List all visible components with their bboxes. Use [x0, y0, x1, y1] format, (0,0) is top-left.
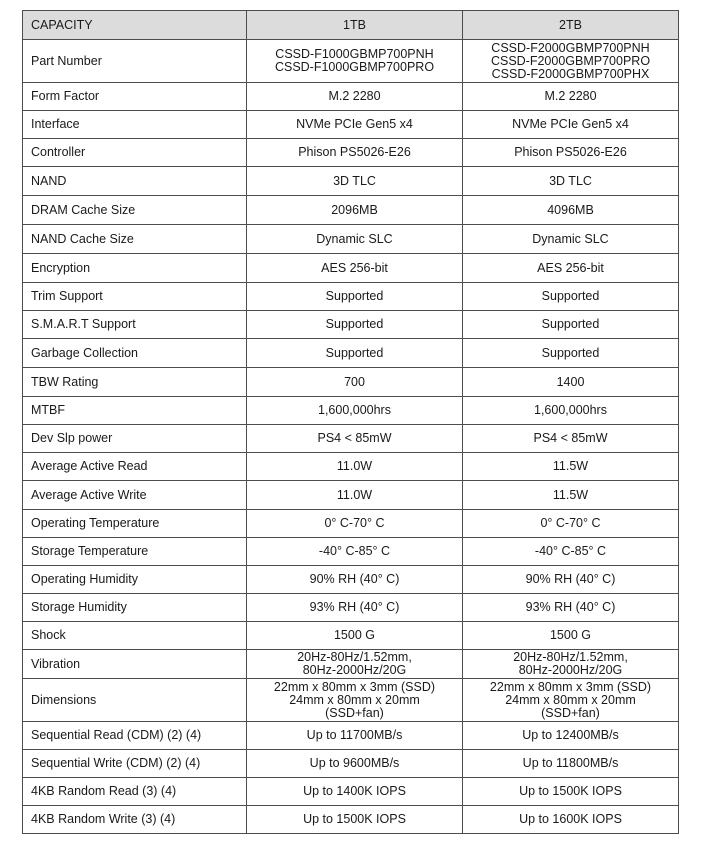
spec-value-line: CSSD-F1000GBMP700PNH: [275, 47, 434, 61]
spec-value-2tb: [463, 806, 679, 834]
spec-value-line: CSSD-F2000GBMP700PHX: [491, 66, 650, 81]
spec-value-line: Up to 1500K IOPS: [519, 784, 622, 798]
spec-value-line: CSSD-F1000GBMP700PRO: [274, 60, 435, 74]
spec-label: Form Factor: [23, 83, 247, 111]
spec-value-line: Supported: [325, 317, 384, 331]
spec-label: Storage Temperature: [23, 538, 247, 566]
spec-value-1tb: [247, 778, 463, 806]
table-row: [23, 510, 679, 538]
table-row: [23, 722, 679, 750]
spec-value-line: Phison PS5026-E26: [298, 145, 411, 159]
spec-value-1tb: [247, 594, 463, 622]
spec-label: Sequential Read (CDM) (2) (4): [23, 722, 247, 750]
table-row: [23, 566, 679, 594]
spec-label: NAND: [23, 167, 247, 196]
spec-value-2tb: [463, 722, 679, 750]
spec-value-1tb: [247, 425, 463, 453]
spec-value-1tb: [247, 339, 463, 368]
header-row: [23, 11, 679, 40]
spec-value-line: (SSD+fan): [541, 705, 600, 720]
table-row: [23, 339, 679, 368]
spec-value-line: NVMe PCIe Gen5 x4: [296, 117, 413, 131]
spec-value-2tb: [463, 111, 679, 139]
table-row: [23, 453, 679, 481]
table-row: [23, 111, 679, 139]
spec-label: Operating Humidity: [23, 566, 247, 594]
spec-value-line: 700: [344, 374, 365, 389]
spec-value-2tb: [463, 622, 679, 650]
spec-value-1tb: [247, 225, 463, 254]
spec-value-1tb: [247, 311, 463, 339]
table-row: [23, 679, 679, 722]
spec-value-1tb: [247, 111, 463, 139]
spec-label: S.M.A.R.T Support: [23, 311, 247, 339]
spec-label: Average Active Write: [23, 481, 247, 510]
spec-value-2tb: [463, 139, 679, 167]
table-row: [23, 650, 679, 679]
spec-value-1tb: [247, 139, 463, 167]
spec-value-line: Supported: [541, 317, 600, 331]
spec-value-2tb: [463, 196, 679, 225]
spec-value-line: 4096MB: [547, 202, 594, 217]
spec-value-line: PS4 < 85mW: [533, 431, 608, 445]
spec-value-line: 1500 G: [333, 628, 375, 642]
spec-value-2tb: [463, 339, 679, 368]
table-row: [23, 139, 679, 167]
spec-value-1tb: [247, 397, 463, 425]
table-row: [23, 778, 679, 806]
spec-label: TBW Rating: [23, 368, 247, 397]
spec-table: [22, 10, 679, 834]
table-row: [23, 254, 679, 283]
table-row: [23, 538, 679, 566]
spec-label: Average Active Read: [23, 453, 247, 481]
spec-value-line: 80Hz-2000Hz/20G: [518, 663, 623, 677]
spec-value-line: NVMe PCIe Gen5 x4: [512, 117, 629, 131]
spec-value-2tb: [463, 778, 679, 806]
spec-value-line: 90% RH (40° C): [525, 572, 616, 586]
spec-value-1tb: [247, 806, 463, 834]
spec-value-1tb: [247, 453, 463, 481]
spec-value-line: CSSD-F2000GBMP700PNH: [491, 40, 650, 55]
spec-value-line: 90% RH (40° C): [309, 572, 400, 586]
spec-value-1tb: [247, 538, 463, 566]
spec-value-2tb: [463, 538, 679, 566]
spec-body: [23, 40, 679, 834]
spec-value-line: -40° C-85° C: [534, 544, 607, 558]
spec-value-2tb: [463, 425, 679, 453]
spec-value-line: 20Hz-80Hz/1.52mm,: [297, 650, 412, 664]
spec-value-line: 11.5W: [552, 487, 589, 502]
spec-value-line: Up to 1400K IOPS: [303, 784, 406, 798]
spec-value-1tb: [247, 283, 463, 311]
table-row: [23, 368, 679, 397]
spec-value-line: 0° C-70° C: [324, 516, 385, 530]
spec-value-line: Supported: [541, 345, 600, 360]
spec-value-line: -40° C-85° C: [318, 544, 391, 558]
header-capacity: CAPACITY: [23, 11, 247, 40]
table-row: [23, 196, 679, 225]
table-row: [23, 83, 679, 111]
spec-value-line: CSSD-F2000GBMP700PRO: [490, 53, 651, 68]
spec-value-1tb: [247, 481, 463, 510]
table-row: [23, 425, 679, 453]
spec-label: Sequential Write (CDM) (2) (4): [23, 750, 247, 778]
spec-label: MTBF: [23, 397, 247, 425]
table-row: [23, 397, 679, 425]
spec-value-1tb: [247, 622, 463, 650]
spec-value-line: Up to 1500K IOPS: [303, 812, 406, 826]
spec-value-2tb: [463, 650, 679, 679]
spec-value-1tb: [247, 83, 463, 111]
spec-value-line: 1,600,000hrs: [318, 403, 391, 417]
spec-value-line: Up to 11800MB/s: [522, 756, 619, 770]
spec-value-line: 22mm x 80mm x 3mm (SSD): [489, 679, 652, 694]
spec-value-line: 24mm x 80mm x 20mm: [505, 692, 636, 707]
spec-value-line: PS4 < 85mW: [317, 431, 392, 445]
spec-value-line: 1,600,000hrs: [534, 403, 607, 417]
spec-value-line: (SSD+fan): [325, 705, 384, 720]
spec-value-line: Up to 12400MB/s: [522, 728, 619, 742]
spec-value-line: 1400: [556, 374, 585, 389]
spec-value-2tb: [463, 40, 679, 83]
spec-label: Garbage Collection: [23, 339, 247, 368]
spec-value-1tb: [247, 167, 463, 196]
spec-value-line: 2096MB: [331, 202, 378, 217]
spec-value-line: 24mm x 80mm x 20mm: [289, 692, 420, 707]
spec-value-line: Up to 1600K IOPS: [519, 812, 622, 826]
spec-value-2tb: [463, 510, 679, 538]
spec-label: Dimensions: [23, 679, 247, 722]
spec-value-2tb: [463, 83, 679, 111]
spec-value-line: Supported: [325, 289, 384, 303]
table-row: [23, 225, 679, 254]
spec-value-1tb: [247, 254, 463, 283]
spec-value-line: Supported: [325, 345, 384, 360]
spec-value-line: 0° C-70° C: [540, 516, 601, 530]
table-row: [23, 622, 679, 650]
spec-label: 4KB Random Read (3) (4): [23, 778, 247, 806]
spec-label: Storage Humidity: [23, 594, 247, 622]
spec-value-line: Phison PS5026-E26: [514, 145, 627, 159]
spec-value-2tb: [463, 254, 679, 283]
spec-value-line: Dynamic SLC: [316, 231, 393, 246]
spec-value-line: 3D TLC: [333, 173, 376, 188]
table-row: [23, 40, 679, 83]
table-row: [23, 750, 679, 778]
table-row: [23, 311, 679, 339]
spec-label: Controller: [23, 139, 247, 167]
spec-value-line: 22mm x 80mm x 3mm (SSD): [273, 679, 436, 694]
spec-label: Interface: [23, 111, 247, 139]
spec-value-1tb: [247, 650, 463, 679]
spec-value-2tb: [463, 368, 679, 397]
spec-value-1tb: [247, 40, 463, 83]
spec-value-1tb: [247, 196, 463, 225]
spec-value-line: M.2 2280: [328, 89, 381, 103]
spec-value-2tb: [463, 566, 679, 594]
spec-value-line: AES 256-bit: [537, 260, 604, 275]
spec-value-line: 11.0W: [336, 459, 373, 473]
table-row: [23, 167, 679, 196]
spec-value-2tb: [463, 167, 679, 196]
spec-value-line: Supported: [541, 289, 600, 303]
spec-value-line: 3D TLC: [549, 173, 592, 188]
spec-label: Vibration: [23, 650, 247, 679]
spec-value-2tb: [463, 453, 679, 481]
spec-value-2tb: [463, 225, 679, 254]
header-1tb: 1TB: [247, 11, 463, 40]
spec-value-1tb: [247, 679, 463, 722]
spec-value-line: AES 256-bit: [321, 260, 388, 275]
spec-value-line: 93% RH (40° C): [309, 600, 400, 614]
spec-label: 4KB Random Write (3) (4): [23, 806, 247, 834]
spec-value-2tb: [463, 397, 679, 425]
spec-label: Dev Slp power: [23, 425, 247, 453]
spec-value-2tb: [463, 594, 679, 622]
spec-label: Encryption: [23, 254, 247, 283]
spec-value-1tb: [247, 722, 463, 750]
spec-value-1tb: [247, 510, 463, 538]
spec-label: Part Number: [23, 40, 247, 83]
spec-value-2tb: [463, 311, 679, 339]
spec-value-line: 1500 G: [549, 628, 591, 642]
spec-value-2tb: [463, 283, 679, 311]
spec-label: Operating Temperature: [23, 510, 247, 538]
spec-value-line: 20Hz-80Hz/1.52mm,: [513, 650, 628, 664]
spec-value-1tb: [247, 566, 463, 594]
spec-label: Shock: [23, 622, 247, 650]
table-row: [23, 481, 679, 510]
spec-value-2tb: [463, 481, 679, 510]
spec-value-line: Dynamic SLC: [532, 231, 609, 246]
spec-value-line: 11.5W: [552, 459, 589, 473]
spec-value-line: 11.0W: [336, 487, 373, 502]
spec-value-line: Up to 9600MB/s: [309, 756, 400, 770]
table-row: [23, 283, 679, 311]
spec-value-line: Up to 11700MB/s: [306, 728, 403, 742]
spec-label: Trim Support: [23, 283, 247, 311]
spec-label: DRAM Cache Size: [23, 196, 247, 225]
spec-value-line: M.2 2280: [544, 89, 597, 103]
spec-value-line: 93% RH (40° C): [525, 600, 616, 614]
spec-label: NAND Cache Size: [23, 225, 247, 254]
spec-value-1tb: [247, 368, 463, 397]
table-row: [23, 594, 679, 622]
table-row: [23, 806, 679, 834]
spec-value-2tb: [463, 679, 679, 722]
header-2tb: 2TB: [463, 11, 679, 40]
spec-value-line: 80Hz-2000Hz/20G: [302, 663, 407, 677]
spec-value-1tb: [247, 750, 463, 778]
spec-value-2tb: [463, 750, 679, 778]
